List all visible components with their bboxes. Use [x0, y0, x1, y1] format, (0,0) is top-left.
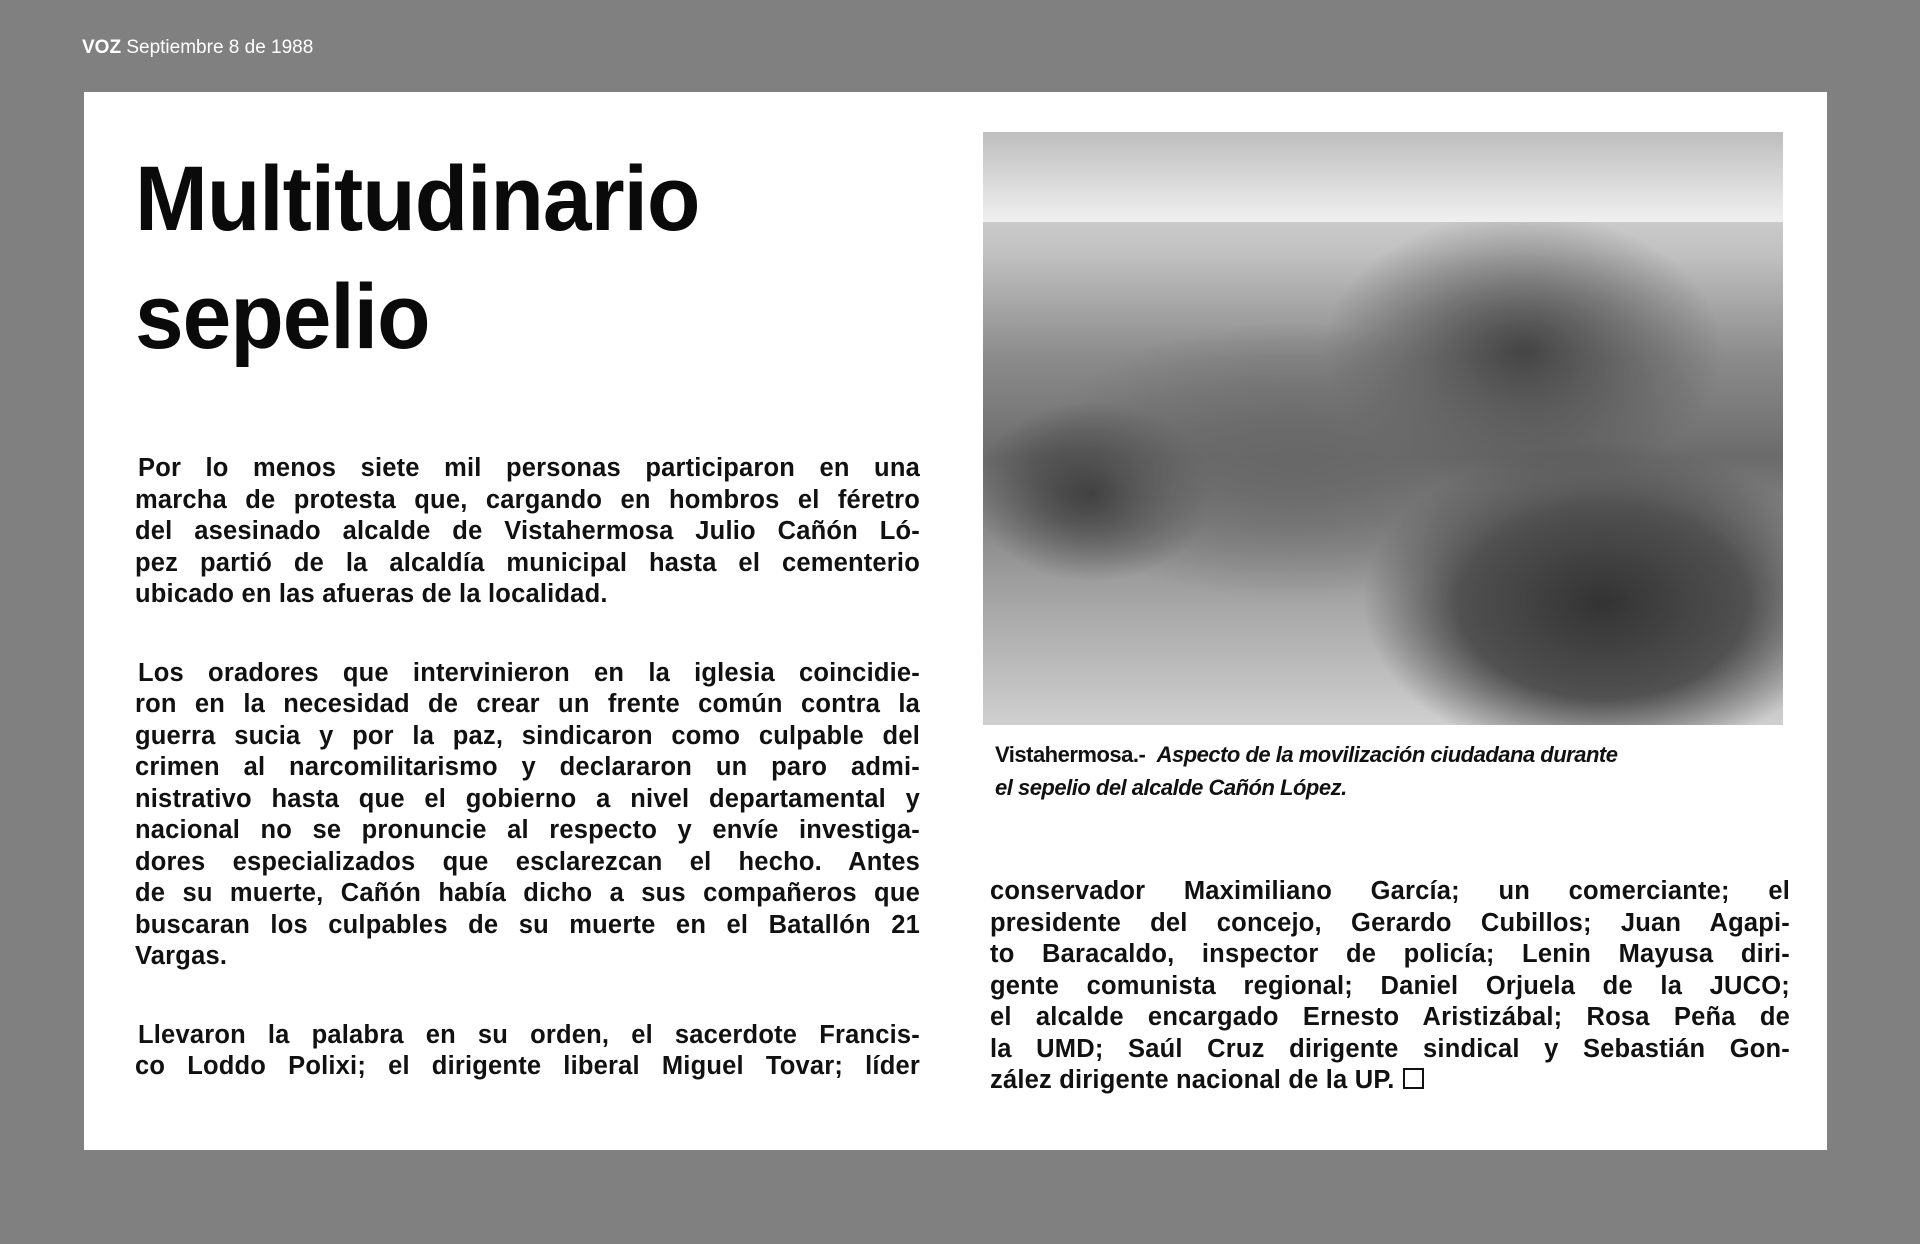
text-line: conservador Maximiliano García; un comerciante; el — [990, 877, 1790, 905]
right-column — [990, 876, 1790, 1097]
text-line: gente comunista regional; Daniel Orjuela de la JUCO; — [990, 971, 1790, 1000]
text-line: guerra sucia y por la paz, sindicaron como culpable del — [135, 721, 920, 750]
text-line: crimen al narcomilitarismo y declararon un paro admi- — [135, 753, 920, 781]
caption-text: Aspecto de la movilización ciudadana durante — [1156, 742, 1618, 767]
caption-text: el sepelio del alcalde Cañón López. — [995, 775, 1347, 800]
text-line: presidente del concejo, Gerardo Cubillos; Juan Agapi- — [990, 908, 1790, 937]
caption-place: Vistahermosa.- — [995, 742, 1146, 767]
text-line: de su muerte, Cañón había dicho a sus compañeros que — [135, 879, 920, 907]
publication-name: VOZ — [82, 37, 122, 58]
left-column — [135, 453, 920, 1130]
text-line: del asesinado alcalde de Vistahermosa Julio Cañón Ló- — [135, 517, 920, 545]
text-line: nacional no se pronuncie al respecto y envíe investiga- — [135, 816, 920, 844]
article-paragraph — [135, 658, 920, 973]
text-line: pez partió de la alcaldía municipal hasta el cementerio — [135, 548, 920, 577]
text-line: el alcalde encargado Ernesto Aristizábal; Rosa Peña de — [990, 1003, 1790, 1031]
text-line: nistrativo hasta que el gobierno a nivel departamental y — [135, 784, 920, 813]
article-paragraph — [135, 453, 920, 611]
text-line: Por lo menos siete mil personas participaron en una — [138, 454, 920, 482]
title-line: Multitudinario — [135, 148, 700, 250]
end-of-article-icon — [1403, 1068, 1424, 1089]
article-paragraph — [135, 1020, 920, 1083]
publication-date: Septiembre 8 de 1988 — [126, 37, 314, 58]
text-line: buscaran los culpables de su muerte en el Batallón 21 — [135, 910, 920, 939]
text-line: zález dirigente nacional de la UP. — [990, 1065, 1790, 1097]
text-line: to Baracaldo, inspector de policía; Lenin Mayusa diri- — [990, 940, 1790, 968]
text-line: marcha de protesta que, cargando en hombros el féretro — [135, 485, 920, 514]
text-line: ron en la necesidad de crear un frente común contra la — [135, 690, 920, 718]
page-header — [82, 37, 313, 59]
article-photo — [983, 132, 1783, 725]
text-line: Vargas. — [135, 942, 228, 970]
text-line: ubicado en las afueras de la localidad. — [135, 580, 608, 608]
text-line: Los oradores que intervinieron en la iglesia coincidie- — [138, 658, 920, 687]
text-line: co Loddo Polixi; el dirigente liberal Miguel Tovar; líder — [135, 1052, 920, 1080]
title-line: sepelio — [135, 266, 430, 368]
photo-caption — [995, 738, 1617, 804]
text-line: la UMD; Saúl Cruz dirigente sindical y Sebastián Gon- — [990, 1034, 1790, 1063]
text-line: Llevaron la palabra en su orden, el sacerdote Francis- — [138, 1020, 920, 1049]
text-line: dores especializados que esclarezcan el hecho. Antes — [135, 847, 920, 876]
article-title — [135, 140, 699, 376]
